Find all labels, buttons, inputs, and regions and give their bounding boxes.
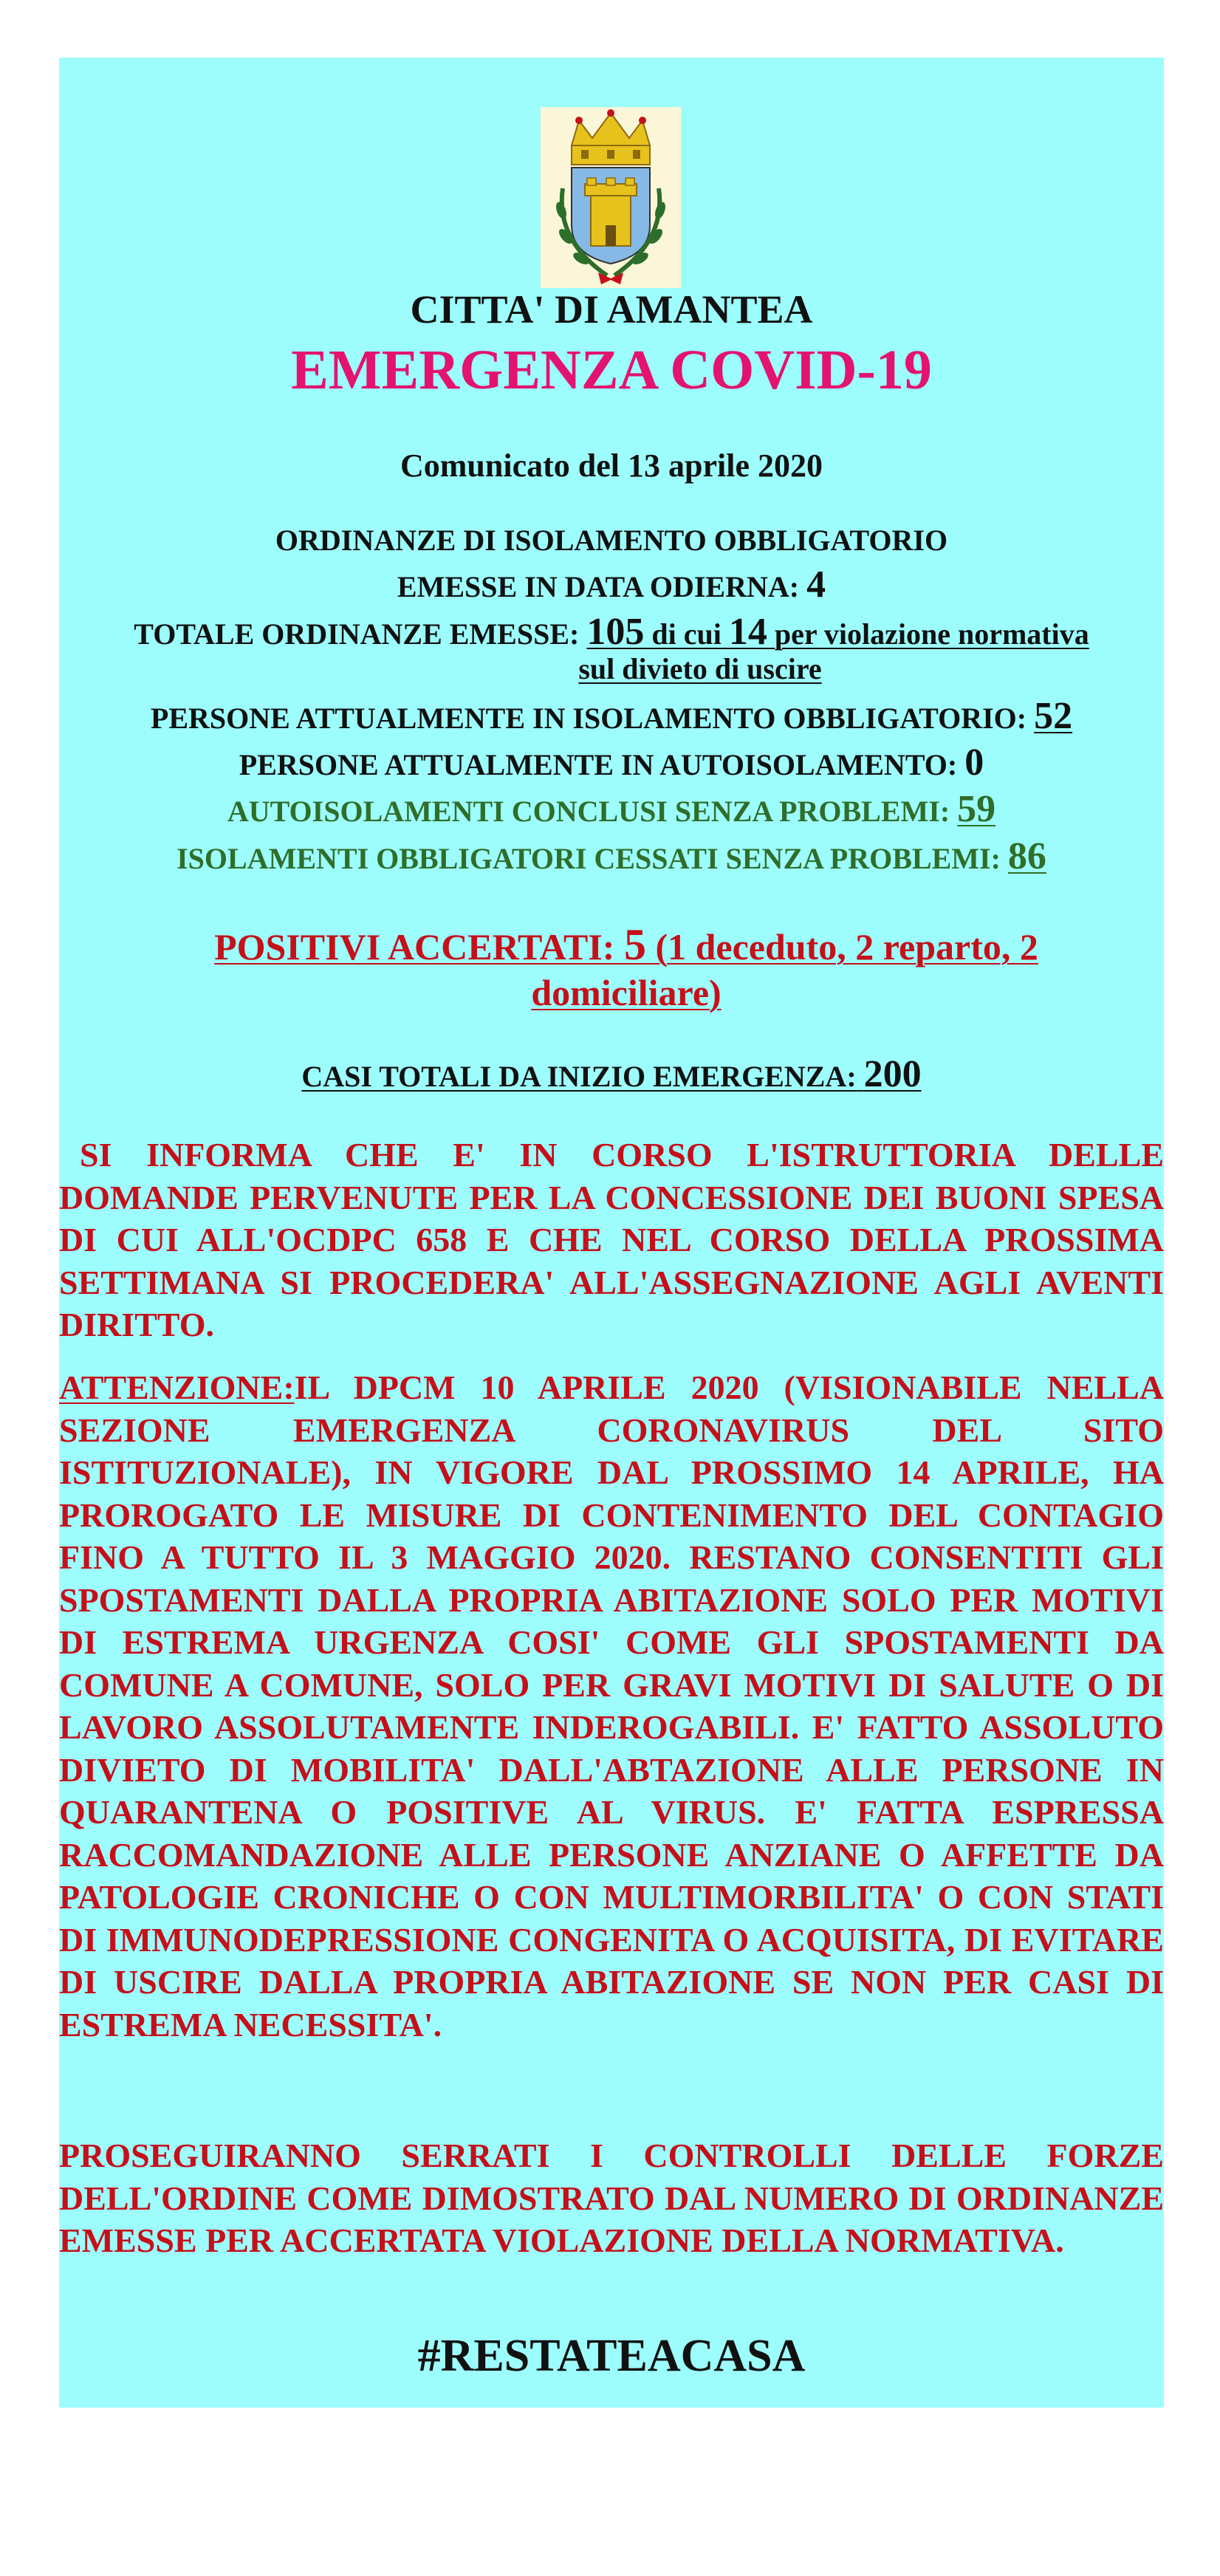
isolamento-label: PERSONE ATTUALMENTE IN ISOLAMENTO OBBLIGATORIO: <box>150 702 1027 735</box>
emergency-title: EMERGENZA COVID-19 <box>291 339 932 401</box>
buoni-spesa-paragraph: SI INFORMA CHE E' IN CORSO L'ISTRUTTORIA DELLE DOMANDE PERVENUTE PER LA CONCESSIONE DEI BUONI SPESA DI CUI ALL'OCDPC 658 E CHE NEL CORSO DELLA PROSSIMA SETTIMANA SI PROCEDERA' ALL'ASSEGNAZIONE AGLI AVENTI DIRITTO. <box>59 1136 1164 1343</box>
autoisolamento-value: 0 <box>964 741 984 784</box>
controlli-paragraph: PROSEGUIRANNO SERRATI I CONTROLLI DELLE FORZE DELL'ORDINE COME DIMOSTRATO DAL NUMERO DI ORDINANZE EMESSE PER ACCERTATA VIOLAZIONE DELLA NORMATIVA. <box>59 2137 1164 2259</box>
isolamento-line <box>59 694 1164 738</box>
emesse-oggi-line <box>59 563 1164 606</box>
autoisolamenti-conclusi-line <box>59 787 1164 831</box>
positivi-detail-2: domiciliare) <box>531 972 722 1013</box>
positivi-line <box>89 919 1164 970</box>
autoisolamento-line <box>59 741 1164 784</box>
isolamenti-cessati-label: ISOLAMENTI OBBLIGATORI CESSATI SENZA PROBLEMI: <box>177 842 1001 875</box>
totale-ordinanze-label: TOTALE ORDINANZE EMESSE: <box>134 617 580 651</box>
isolamenti-cessati-value: 86 <box>1007 835 1046 877</box>
positivi-detail: (1 deceduto, 2 reparto, 2 <box>655 926 1038 967</box>
attenzione-label: ATTENZIONE: <box>59 1368 295 1406</box>
violazione-text: per violazione normativa <box>774 617 1089 651</box>
casi-totali-text <box>301 1053 922 1095</box>
di-cui-text: di cui <box>651 617 722 651</box>
totale-ordinanze-value: 105 <box>586 611 645 653</box>
ordinanze-title: ORDINANZE DI ISOLAMENTO OBBLIGATORIO <box>275 524 948 557</box>
casi-totali-label: CASI TOTALI DA INIZIO EMERGENZA: <box>301 1060 857 1093</box>
attenzione-text: IL DPCM 10 APRILE 2020 (VISIONABILE NELLA SEZIONE EMERGENZA CORONAVIRUS DEL SITO ISTITUZIONALE), IN VIGORE DAL PROSSIMO 14 APRILE, HA PROROGATO LE MISURE DI CONTENIMENTO DEL CONTAGIO FINO A TUTTO IL 3 MAGGIO 2020. RESTANO CONSENTITI GLI SPOSTAMENTI DALLA PROPRIA ABITAZIONE SOLO PER MOTIVI DI ESTREMA URGENZA COSI' COME GLI SPOSTAMENTI DA COMUNE A COMUNE, SOLO PER GRAVI MOTIVI DI SALUTE O DI LAVORO ASSOLUTAMENTE INDEROGABILI. E' FATTO ASSOLUTO DIVIETO DI MOBILITA' DALL'ABTAZIONE ALLE PERSONE IN QUARANTENA O POSITIVE AL VIRUS. E' FATTA ESPRESSA RACCOMANDAZIONE ALLE PERSONE ANZIANE O AFFETTE DA PATOLOGIE CRONICHE O CON MULTIMORBILITA' O CON STATI DI IMMUNODEPRESSIONE CONGENITA O ACQUISITA, DI EVITARE DI USCIRE DALLA PROPRIA ABITAZIONE SE NON PER CASI DI ESTREMA NECESSITA'. <box>59 1368 1164 2044</box>
communique-date: Comunicato del 13 aprile 2020 <box>400 448 823 484</box>
positivi-label: POSITIVI ACCERTATI: <box>214 926 615 967</box>
autoisolamenti-conclusi-value: 59 <box>957 788 996 830</box>
isolamenti-cessati-line <box>59 835 1164 878</box>
casi-totali-line <box>59 1052 1164 1096</box>
violazione-text-2: sul divieto di uscire <box>578 652 822 685</box>
emesse-oggi-value: 4 <box>806 564 826 606</box>
autoisolamenti-conclusi-label: AUTOISOLAMENTI CONCLUSI SENZA PROBLEMI: <box>227 795 950 828</box>
positivi-line-2 <box>89 971 1164 1014</box>
autoisolamento-label: PERSONE ATTUALMENTE IN AUTOISOLAMENTO: <box>239 748 958 781</box>
coat-of-arms <box>541 107 681 288</box>
totale-ordinanze-line <box>59 610 1164 654</box>
town-title: CITTA' DI AMANTEA <box>410 287 813 332</box>
attenzione-paragraph <box>59 1366 1164 2046</box>
isolamento-value: 52 <box>1034 695 1073 737</box>
positivi-value: 5 <box>623 920 646 969</box>
hashtag-footer: #RESTATEACASA <box>417 2331 806 2381</box>
casi-totali-value: 200 <box>863 1053 922 1095</box>
emesse-oggi-label: EMESSE IN DATA ODIERNA: <box>397 570 800 603</box>
violazioni-value: 14 <box>728 611 767 653</box>
totale-ordinanze-detail <box>586 611 1089 653</box>
positivi-text <box>214 920 1038 969</box>
violazione-line-2 <box>148 651 1220 686</box>
municipal-coat-of-arms-icon <box>541 107 681 288</box>
